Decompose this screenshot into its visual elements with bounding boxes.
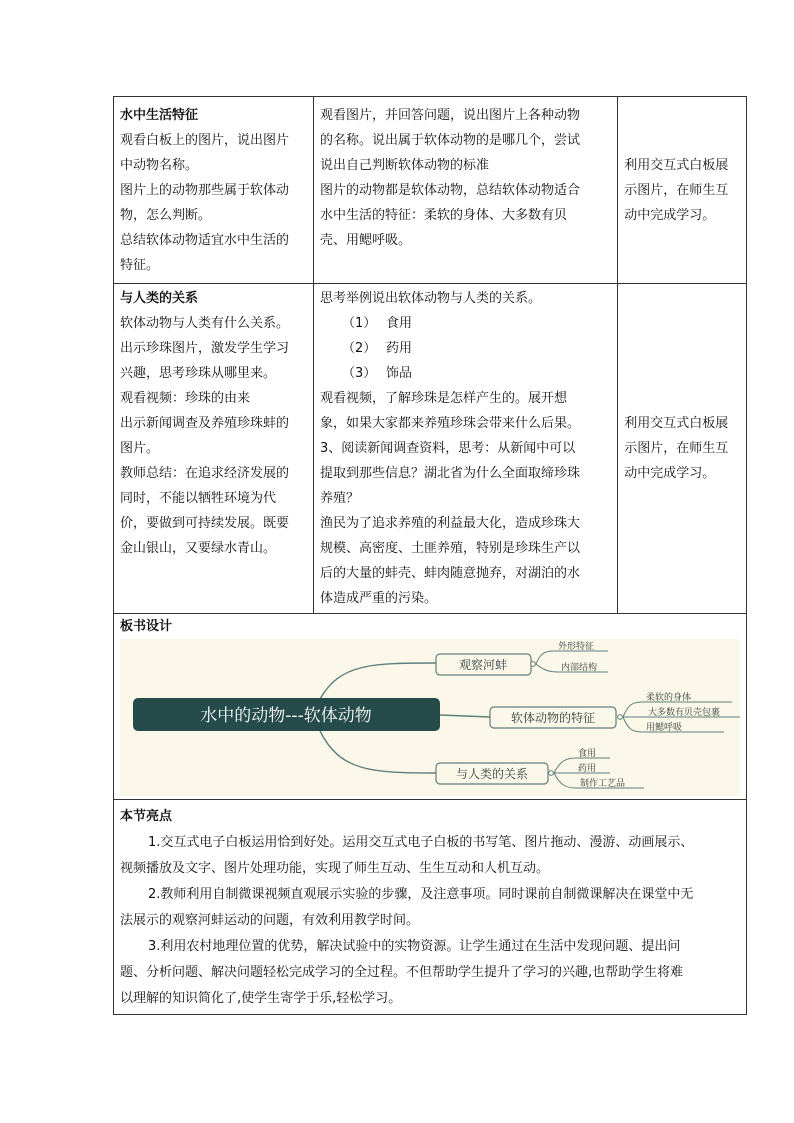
list-item <box>320 336 611 361</box>
text-line: 观看视频，了解珍珠是怎样产生的。展开想 <box>320 391 568 406</box>
mind-map-leaf-label: 食用 <box>578 749 597 759</box>
text-line: 提取到那些信息？湖北省为什么全面取缔珍珠 <box>320 466 581 481</box>
text-line: 出示珍珠图片，激发学生学习 <box>120 341 290 356</box>
table-row-board-design <box>114 614 747 800</box>
text-line: 养殖？ <box>320 491 360 506</box>
mind-map-branch-label: 观察河蚌 <box>458 658 508 672</box>
teacher-activity-cell <box>114 284 314 614</box>
text-line: 体造成严重的污染。 <box>320 591 438 606</box>
text-line: 总结软体动物适宜水中生活的 <box>120 233 290 248</box>
text-line: 思考举例说出软体动物与人类的关系。 <box>320 291 542 306</box>
text-line: 利用交互式白板展 <box>624 416 729 431</box>
mind-map <box>120 639 740 796</box>
text-line: 规模、高密度、土匪养殖，特别是珍珠生产以 <box>320 541 581 556</box>
list-item <box>320 361 611 386</box>
list-number: （3） <box>342 366 377 381</box>
mind-map-branch-label: 与人类的关系 <box>455 767 529 781</box>
branch-connector-dot <box>549 771 554 776</box>
text-line: 动中完成学习。 <box>624 207 716 223</box>
section-title: 本节亮点 <box>120 809 173 824</box>
list-text: 饰品 <box>386 366 413 381</box>
teacher-activity-cell <box>114 97 314 284</box>
lesson-table <box>113 96 747 1015</box>
text-line: 水中生活的特征：柔软的身体、大多数有贝 <box>320 208 568 223</box>
text-line: 象，如果大家都来养殖珍珠会带来什么后果。 <box>320 416 581 431</box>
text-line: 3、阅读新闻调查资料，思考：从新闻中可以 <box>320 441 576 456</box>
student-activity-cell <box>314 97 618 284</box>
mind-map-leaf-label: 药用 <box>578 764 597 774</box>
table-row-highlights <box>114 800 747 1015</box>
highlight-line: 1.交互式电子白板运用恰到好处。运用交互式电子白板的书写笔、图片拖动、漫游、动画展示、 <box>148 835 694 850</box>
highlight-line: 以理解的知识简化了,使学生寄学于乐,轻松学习。 <box>120 991 402 1006</box>
text-line: 金山银山，又要绿水青山。 <box>120 541 277 556</box>
branch-connector-dot <box>531 662 536 667</box>
text-line: 观看图片，并回答问题，说出图片上各种动物 <box>320 108 581 123</box>
section-title: 与人类的关系 <box>120 291 199 306</box>
mind-map-root-label: 水中的动物---软体动物 <box>200 706 372 726</box>
text-line: 示图片，在师生互 <box>624 182 729 198</box>
text-line: 的名称。说出属于软体动物的是哪几个，尝试 <box>320 133 581 148</box>
highlight-line: 题、分析问题、解决问题轻松完成学习的全过程。不但帮助学生提升了学习的兴趣,也帮助学生将难 <box>120 965 684 980</box>
text-line: 兴趣，思考珍珠从哪里来。 <box>120 366 277 381</box>
text-line: 说出自己判断软体动物的标准 <box>320 158 490 173</box>
list-number: （1） <box>342 316 377 331</box>
highlight-line: 2.教师利用自制微课视频直观展示实验的步骤，及注意事项。同时课前自制微课解决在课堂中无 <box>148 887 694 902</box>
list-text: 食用 <box>386 316 413 331</box>
text-line: 渔民为了追求养殖的利益最大化，造成珍珠大 <box>320 516 581 531</box>
text-line: 物，怎么判断。 <box>120 208 212 223</box>
text-line: 图片上的动物那些属于软体动 <box>120 183 290 198</box>
text-line: 图片的动物都是软体动物，总结软体动物适合 <box>320 183 581 198</box>
text-line: 同时，不能以牺牲环境为代 <box>120 491 277 506</box>
text-line: 特征。 <box>120 258 160 273</box>
text-line: 示图片，在师生互 <box>624 441 729 456</box>
mind-map-branch-label: 软体动物的特征 <box>510 711 596 725</box>
highlight-line: 视频播放及文字、图片处理功能，实现了师生互动、生生互动和人机互动。 <box>120 861 550 876</box>
mind-map-leaf-label: 用鳃呼吸 <box>646 723 683 733</box>
mind-map-leaf-label: 大多数有贝壳包裹 <box>648 708 721 718</box>
text-line: 利用交互式白板展 <box>624 157 729 173</box>
text-line: 中动物名称。 <box>120 158 199 173</box>
section-title: 板书设计 <box>120 619 173 634</box>
text-line: 图片。 <box>120 441 160 456</box>
list-number: （2） <box>342 341 377 356</box>
text-line: 软体动物与人类有什么关系。 <box>120 316 290 331</box>
student-activity-cell <box>314 284 618 614</box>
mind-map-leaf-label: 内部结构 <box>561 663 598 673</box>
mind-map-leaf-label: 外形特征 <box>558 642 595 652</box>
mind-map-leaf-label: 柔软的身体 <box>646 693 692 703</box>
design-intent-cell <box>618 284 747 614</box>
mind-map-leaf-label: 制作工艺品 <box>580 779 626 789</box>
text-line: 观看视频：珍珠的由来 <box>120 391 251 406</box>
table-row-aquatic <box>114 97 747 284</box>
highlights-cell <box>114 800 747 1015</box>
text-line: 壳、用鳃呼吸。 <box>320 233 412 248</box>
text-line: 出示新闻调查及养殖珍珠蚌的 <box>120 416 290 431</box>
board-design-cell <box>114 614 747 800</box>
branch-connector-dot <box>618 715 623 720</box>
highlight-line: 3.利用农村地理位置的优势，解决试验中的实物资源。让学生通过在生活中发现问题、提出问 <box>148 939 681 954</box>
highlight-line: 法展示的观察河蚌运动的问题，有效利用教学时间。 <box>120 913 420 928</box>
list-text: 药用 <box>386 341 413 356</box>
text-line: 观看白板上的图片，说出图片 <box>120 133 290 148</box>
text-line: 后的大量的蚌壳、蚌肉随意抛弃，对湖泊的水 <box>320 566 581 581</box>
section-title: 水中生活特征 <box>120 108 199 123</box>
table-row-relation <box>114 284 747 614</box>
text-line: 动中完成学习。 <box>624 466 716 481</box>
text-line: 价，要做到可持续发展。既要 <box>120 516 290 531</box>
design-intent-cell <box>618 97 747 284</box>
list-item <box>320 311 611 336</box>
text-line: 教师总结：在追求经济发展的 <box>120 466 290 481</box>
